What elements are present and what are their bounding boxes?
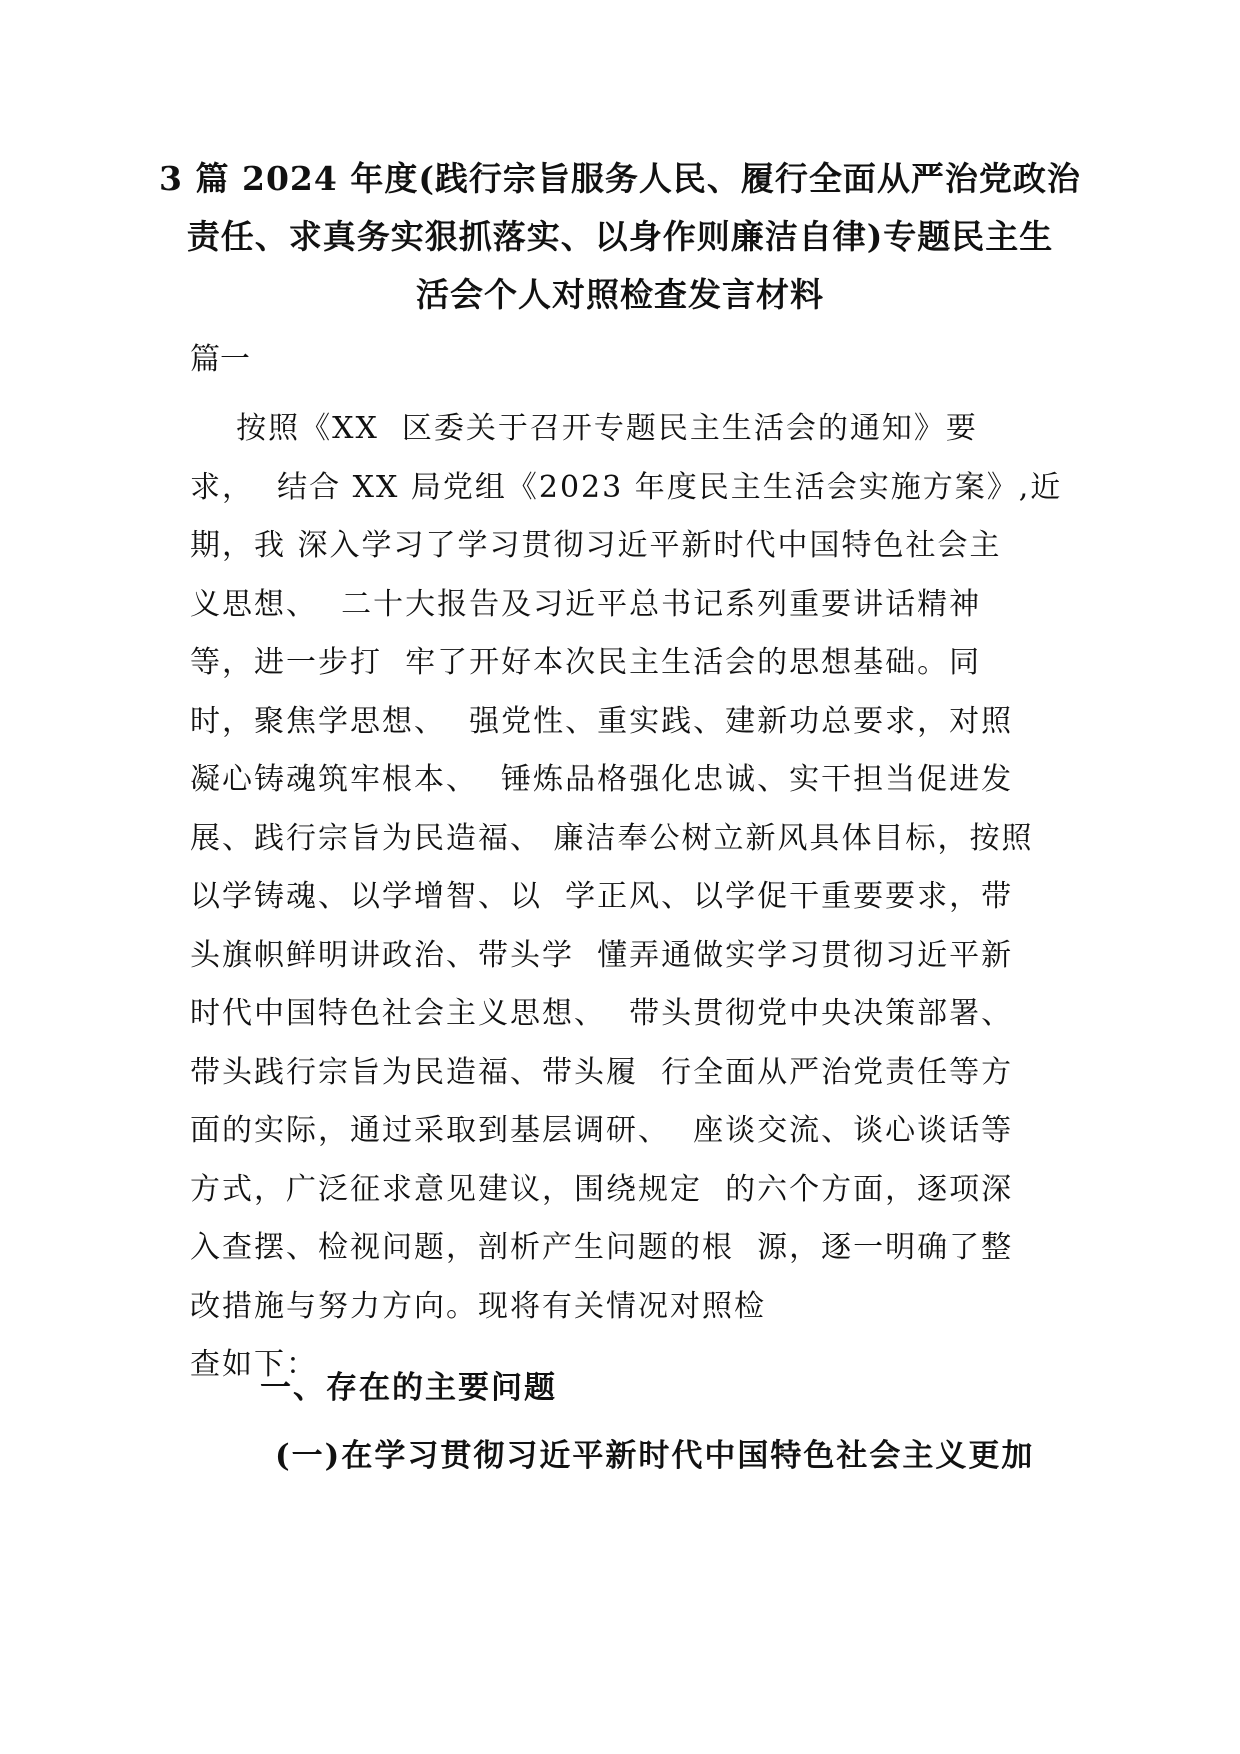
body-line: 等，进一步打 牢了开好本次民主生活会的思想基础。同	[190, 645, 982, 680]
body-line: 方式，广泛征求意见建议，围绕规定 的六个方面，逐项深	[190, 1171, 1014, 1207]
title-line: 3 篇 2024 年度(践行宗旨服务人民、履行全面从严治党政治	[159, 159, 1081, 198]
body-text	[190, 400, 1063, 1395]
subsection-heading: (一)在学习贯彻习近平新时代中国特色社会主义更加	[275, 1438, 1035, 1474]
body-line: 头旗帜鲜明讲政治、带头学 懂弄通做实学习贯彻习近平新	[190, 937, 1014, 973]
body-line: 凝心铸魂筑牢根本、 锤炼品格强化忠诚、实干担当促进发	[190, 762, 1014, 797]
body-line: 时，聚焦学思想、 强党性、重实践、建新功总要求，对照	[190, 703, 1014, 739]
body-line: 展、践行宗旨为民造福、 廉洁奉公树立新风具体目标，按照	[190, 820, 1034, 856]
body-line: 入查摆、检视问题，剖析产生问题的根 源，逐一明确了整	[190, 1230, 1014, 1265]
document-title	[150, 150, 1090, 324]
body-line: 求， 结合 XX 局党组《2023 年度民主生活会实施方案》,近	[190, 469, 1063, 505]
body-line: 改措施与努力方向。现将有关情况对照检	[190, 1288, 766, 1324]
body-line: 时代中国特色社会主义思想、 带头贯彻党中央决策部署、	[190, 996, 1014, 1031]
body-line: 以学铸魂、以学增智、以 学正风、以学促干重要要求，带	[190, 879, 1014, 914]
body-line: 带头践行宗旨为民造福、带头履 行全面从严治党责任等方	[190, 1054, 1014, 1090]
title-line: 责任、求真务实狠抓落实、以身作则廉洁自律)专题民主生	[186, 217, 1054, 256]
body-line: 查如下：	[190, 1347, 318, 1382]
section-heading: 一、存在的主要问题	[260, 1370, 557, 1406]
title-line: 活会个人对照检查发言材料	[416, 275, 824, 314]
body-line: 面的实际，通过采取到基层调研、 座谈交流、谈心谈话等	[190, 1113, 1014, 1148]
body-line: 义思想、 二十大报告及习近平总书记系列重要讲话精神	[190, 586, 982, 622]
body-line: 按照《XX 区委关于召开专题民主生活会的通知》要	[190, 411, 978, 446]
section-label: 篇一	[190, 342, 250, 377]
body-line: 期，我 深入学习了学习贯彻习近平新时代中国特色社会主	[190, 528, 1002, 563]
